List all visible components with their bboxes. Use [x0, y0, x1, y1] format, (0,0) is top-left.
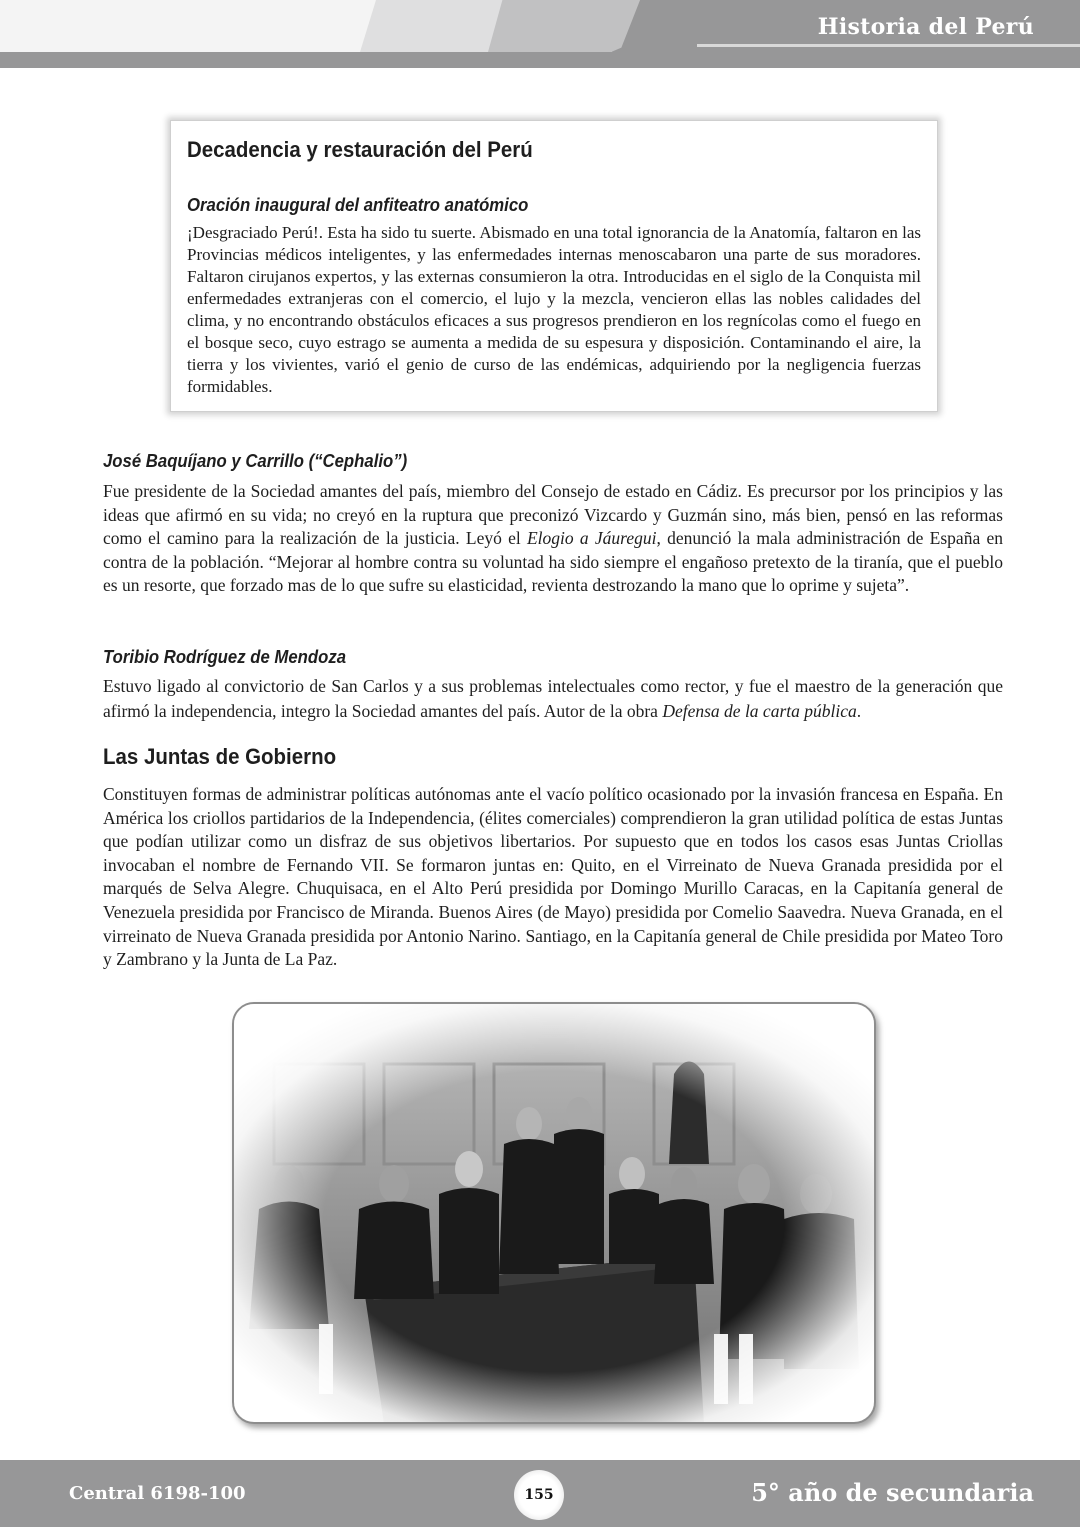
work-title-elogio: Elogio a Jáuregui: [526, 528, 657, 549]
text-run: , denunció la mala administración de España en contra de la población. “Mejorar al hombre contra su voluntad ha sido siempre el engañoso pretexto de la tiranía, que el pueblo es un resorte, que forzado mas de lo que sufre su elasticidad, revienta destrozando la mano que lo oprime y sujeta”.: [103, 528, 1003, 596]
paragraph-baquijano: [103, 480, 1003, 598]
work-title-defensa: Defensa de la carta pública: [662, 701, 857, 721]
page-header: [0, 0, 1080, 68]
reading-box: [170, 120, 938, 412]
historical-painting: [232, 1002, 876, 1424]
page-number-badge: [514, 1470, 564, 1520]
paragraph-toribio: [103, 674, 1003, 724]
box-title: Decadencia y restauración del Perú: [187, 137, 533, 162]
painting-illustration: [234, 1004, 874, 1422]
page-footer: [0, 1460, 1080, 1527]
section-heading-toribio: Toribio Rodríguez de Mendoza: [103, 647, 347, 667]
section-heading-juntas: Las Juntas de Gobierno: [103, 744, 337, 769]
text-run: Estuvo ligado al convictorio de San Carlos y a sus problemas intelectuales como rector, y fue el maestro de la generación que afirmó la independencia, integro la Sociedad amantes del país. Autor de la obra: [103, 676, 1003, 721]
text-run: .: [856, 701, 862, 721]
paragraph-juntas: Constituyen formas de administrar políticas autónomas ante el vacío político ocasionado por la invasión francesa en España. En América los criollos partidarios de la Independencia, (élites comerciales) comprendieron la gran utilidad política de estas Juntas que podían utilizar como un disfraz de sus objetivos libertarios. Por supuesto que en todos los casos esas Juntas Criollas invocaban el nombre de Fernando VII. Se formaron juntas en: Quito, en el Virreinato de Nueva Granada presidida por el marqués de Selva Alegre. Chuquisaca, en el Alto Perú presidida por Domingo Murillo Caracas, en la Capitanía general de Venezuela presidida por Francisco de Miranda. Buenos Aires (de Mayo) presidida por Comelio Saavedra. Nueva Granada, en el virreinato de Nueva Granada presidida por Antonio Narino. Santiago, en la Capitanía general de Chile presidida por Mateo Toro y Zambrano y la Junta de La Paz.: [103, 784, 1003, 970]
footer-phone: Central 6198-100: [69, 1483, 246, 1504]
book-title: Historia del Perú: [817, 14, 1034, 40]
box-body-text: ¡Desgraciado Perú!. Esta ha sido tu suerte. Abismado en una total ignorancia de la Anatomía, faltaron en las Provincias médicos inteligentes, y las enfermedades internas menoscabaron una parte de sus moradores. Faltaron cirujanos expertos, y las externas consumieron la otra. Introducidas en el siglo de la Conquista mil enfermedades extranjeras con el comercio, el lujo y la mezcla, vencieron ellas las nobles calidades del clima, y no encontrando obstáculos eficaces a sus progresos prendieron en los regnícolas como el fuego en el bosque seco, cuyo estrago se aumenta a medida de su espesura y disposición. Contaminando el aire, la tierra y los vivientes, varió el genio de curso de las endémicas, adquiriendo por la negligencia fuerzas formidables.: [187, 223, 921, 396]
section-heading-baquijano: José Baquíjano y Carrillo (“Cephalio”): [103, 451, 408, 471]
box-subtitle: Oración inaugural del anfiteatro anatómico: [187, 195, 529, 215]
header-rule: [697, 44, 1080, 47]
page-number: 155: [524, 1487, 554, 1503]
footer-grade: 5° año de secundaria: [751, 1478, 1034, 1507]
text-run: Fue presidente de la Sociedad amantes del país, miembro del Consejo de estado en Cádiz. Es precursor por los principios y las ideas que afirmó en su vida; no creyó en la ruptura que preconizó Vizcardo y Guzmán sino, más bien, pensó en las reformas como el camino para la realización de la justicia. Leyó el: [103, 481, 1003, 549]
